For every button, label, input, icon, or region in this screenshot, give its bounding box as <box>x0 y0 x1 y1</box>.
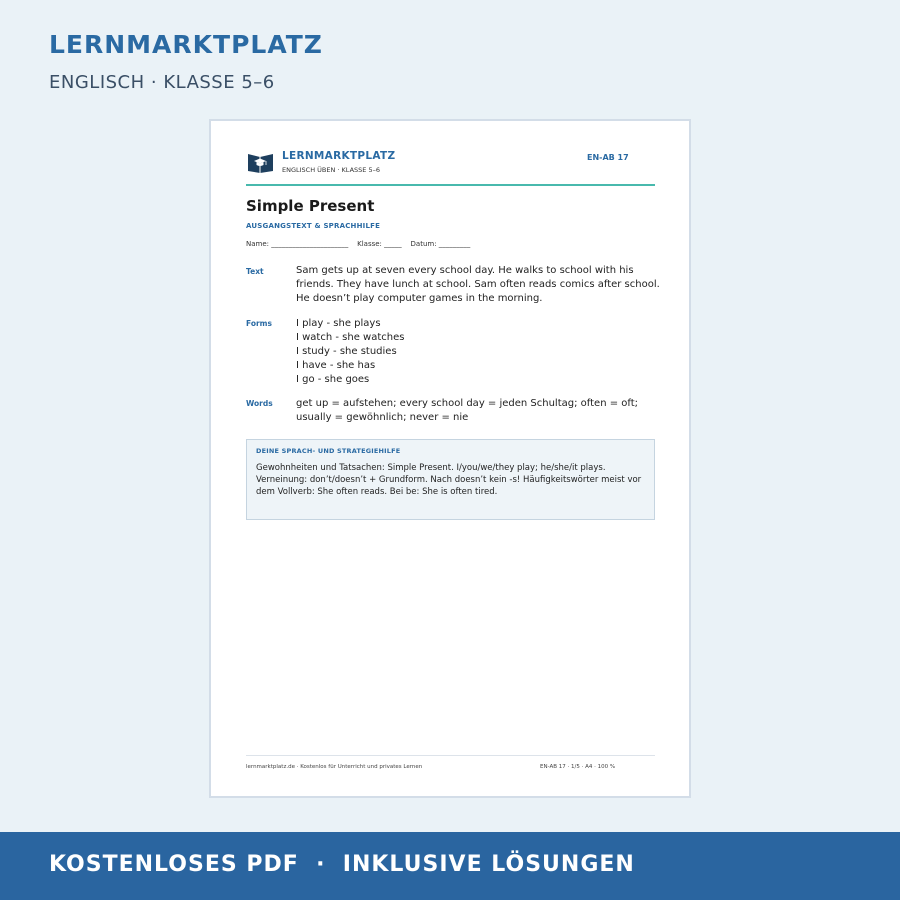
row-body-text <box>296 264 660 306</box>
words-line: get up = aufstehen; every school day = jeden Schultag; often = oft; <box>296 398 639 409</box>
sheet-brand-subtitle: ENGLISCH ÜBEN · KLASSE 5–6 <box>282 166 380 174</box>
help-text <box>256 462 648 498</box>
help-line: Verneinung: don’t/doesn’t + Grundform. Nach doesn’t kein -s! Häufigkeitswörter meist vor <box>256 475 642 485</box>
strategy-help-box <box>246 439 655 520</box>
sheet-title: Simple Present <box>246 197 375 215</box>
footer-divider <box>246 755 655 756</box>
form-line: I watch - she watches <box>296 332 405 343</box>
text-line: Sam gets up at seven every school day. He walks to school with his <box>296 265 634 276</box>
sheet-brand: LERNMARKTPLATZ <box>282 150 396 162</box>
help-title: DEINE SPRACH- UND STRATEGIEHILFE <box>256 447 401 455</box>
brand-subtitle: ENGLISCH · KLASSE 5–6 <box>49 72 275 93</box>
graduation-book-icon <box>247 151 274 173</box>
text-line: He doesn’t play computer games in the morning. <box>296 293 543 304</box>
row-label-forms: Forms <box>246 319 272 328</box>
form-line: I play - she plays <box>296 318 381 329</box>
help-line: dem Vollverb: She often reads. Bei be: She is often tired. <box>256 487 498 497</box>
row-label-words: Words <box>246 399 273 408</box>
form-line: I have - she has <box>296 360 376 371</box>
form-line: I go - she goes <box>296 374 370 385</box>
row-body-forms <box>296 317 656 387</box>
brand-title: LERNMARKTPLATZ <box>49 30 323 59</box>
form-line: I study - she studies <box>296 346 397 357</box>
name-class-date-fields: Name: ______________________ Klasse: _____ Datum: _________ <box>246 240 471 248</box>
footer-left: lernmarktplatz.de · Kostenlos für Unterricht und privates Lernen <box>246 764 423 770</box>
help-line: Gewohnheiten und Tatsachen: Simple Present. I/you/we/they play; he/she/it plays. <box>256 463 606 473</box>
worksheet-preview[interactable] <box>209 119 691 798</box>
banner-text: KOSTENLOSES PDF · INKLUSIVE LÖSUNGEN <box>49 852 635 877</box>
row-label-text: Text <box>246 267 264 276</box>
header-divider <box>246 184 655 186</box>
row-body-words <box>296 397 656 425</box>
section-label: AUSGANGSTEXT & SPRACHHILFE <box>246 222 381 230</box>
text-line: friends. They have lunch at school. Sam often reads comics after school. <box>296 279 660 290</box>
promo-banner <box>0 832 900 900</box>
sheet-code: EN-AB 17 <box>587 153 629 162</box>
footer-right: EN-AB 17 · 1/5 · A4 · 100 % <box>540 764 616 770</box>
words-line: usually = gewöhnlich; never = nie <box>296 412 469 423</box>
